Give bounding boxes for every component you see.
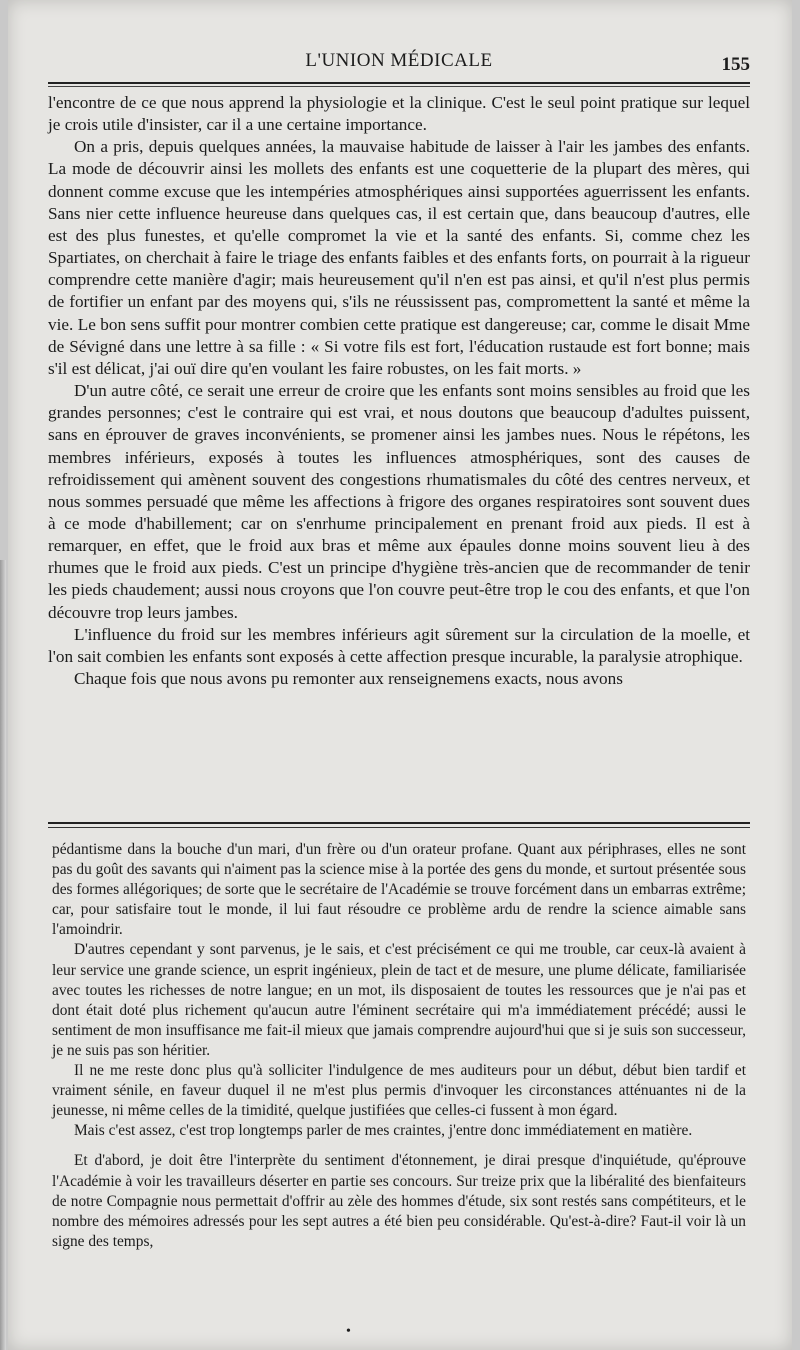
- note-paragraph: pédantisme dans la bouche d'un mari, d'un frère ou d'un orateur profane. Quant aux périphrases, elles ne sont pas du goût des savants qui n'aiment pas la science mise à la portée des gens du monde, et surtout présentée sous des formes allégoriques; de sorte que le secrétaire de l'Académie se trouve forcément dans un embarras extrême; car, pour satisfaire tout le monde, il lui faut résoudre ce problème ardu de rendre la science aimable sans l'amoindrir.: [52, 841, 746, 939]
- paragraph: On a pris, depuis quelques années, la mauvaise habitude de laisser à l'air les jambes des enfants. La mode de découvrir ainsi les mollets des enfants est une coquetterie de la plupart des mères, qui donnent comme excuse que les intempéries atmosphériques ainsi supportées aguerrissent les enfants. Sans nier cette influence heureuse dans quelques cas, il est certain que, dans beaucoup d'autres, elle est des plus funestes, et qu'elle compromet la vie et la santé des enfants. Si, comme chez les Spartiates, on cherchait à faire le triage des enfants faibles et des enfants forts, on pourrait à la rigueur comprendre cette manière d'agir; mais heureusement qu'il n'en est pas ainsi, et qu'il n'est plus permis de fortifier un enfant par des moyens qui, s'ils ne réussissent pas, compromettent la santé et même la vie. Le bon sens suffit pour montrer combien cette pratique est dangereuse; car, comme le disait Mme de Sévigné dans une lettre à sa fille : « Si votre fils est fort, l'éducation rustaude est fort bonne; mais s'il est délicat, j'ai ouï dire qu'en voulant les faire robustes, on les fait morts. »: [48, 137, 750, 378]
- page-header: [48, 46, 750, 80]
- header-rule-thin: [48, 86, 750, 87]
- book-page: [8, 0, 792, 1350]
- paragraph: l'encontre de ce que nous apprend la physiologie et la clinique. C'est le seul point pratique sur lequel je crois utile d'insister, car il a une certaine importance.: [48, 93, 750, 135]
- running-title: L'UNION MÉDICALE: [305, 50, 493, 71]
- feuilleton-separator: [48, 822, 750, 824]
- note-paragraph: Mais c'est assez, c'est trop longtemps parler de mes craintes, j'entre donc immédiatement en matière.: [74, 1122, 693, 1140]
- feuilleton-separator-thin: [48, 827, 750, 828]
- print-mark: •: [346, 1324, 351, 1339]
- paragraph: Chaque fois que nous avons pu remonter aux renseignemens exacts, nous avons: [74, 669, 623, 689]
- feuilleton-text: [52, 840, 746, 1252]
- header-rule: [48, 82, 750, 84]
- binding-edge: [0, 560, 6, 1350]
- paragraph: L'influence du froid sur les membres inférieurs agit sûrement sur la circulation de la moelle, et l'on sait combien les enfants sont exposés à cette affection presque incurable, la paralysie atrophique.: [48, 624, 750, 666]
- main-text: [48, 92, 750, 690]
- note-paragraph: Il ne me reste donc plus qu'à solliciter l'indulgence de mes auditeurs pour un début, début bien tardif et vraiment sénile, en faveur duquel il ne m'est plus permis d'invoquer les circonstances atténuantes ni de la jeunesse, ni même celles de la timidité, quelque justifiées que celles-ci fussent à mon égard.: [52, 1062, 746, 1120]
- paragraph: D'un autre côté, ce serait une erreur de croire que les enfants sont moins sensibles au froid que les grandes personnes; c'est le contraire qui est vrai, et nous doutons que beaucoup d'adultes puissent, sans en éprouver de graves inconvénients, se promener ainsi les jambes nues. Nous le répétons, les membres inférieurs, exposés à toutes les influences atmosphériques, sont des causes de refroidissement qui amènent souvent des congestions rhumatismales du côté des centres nerveux, et nous sommes persuadé que même les affections à frigore des organes respiratoires sont souvent dues à ce mode d'habillement; car on s'enrhume principalement en prenant froid aux pieds. Il est à remarquer, en effet, que le froid aux bras et même aux épaules donne moins souvent lieu à des rhumes que le froid aux pieds. C'est un principe d'hygiène très-ancien que de recommander de tenir les pieds chaudement; aussi nous croyons que l'on couvre peut-être trop le cou des enfants, et que l'on découvre trop leurs jambes.: [48, 381, 750, 622]
- note-paragraph: Et d'abord, je doit être l'interprète du sentiment d'étonnement, je dirai presque d'inquiétude, qu'éprouve l'Académie à voir les travailleurs déserter en partie ses concours. Sur treize prix que la libéralité des bienfaiteurs de notre Compagnie nous permettait d'offrir au zèle des hommes d'étude, six sont restés sans compétiteurs, et le nombre des mémoires adressés pour les sept autres a été bien peu considérable. Qu'est-à-dire? Faut-il voir là un signe des temps,: [52, 1152, 746, 1250]
- page-number: 155: [721, 54, 750, 75]
- note-paragraph: D'autres cependant y sont parvenus, je le sais, et c'est précisément ce qui me trouble, car ceux-là avaient à leur service une grande science, un esprit ingénieux, plein de tact et de mesure, une plume délicate, familiarisée avec toutes les richesses de notre langue; en un mot, ils disposaient de toutes les ressources que je n'ai pas et dont était doté plus richement qu'aucun autre l'éminent secrétaire qui m'a immédiatement précédé; aussi le sentiment de mon insuffisance me fait-il mieux que jamais comprendre aujourd'hui que si je suis son successeur, je ne suis pas son héritier.: [52, 941, 746, 1059]
